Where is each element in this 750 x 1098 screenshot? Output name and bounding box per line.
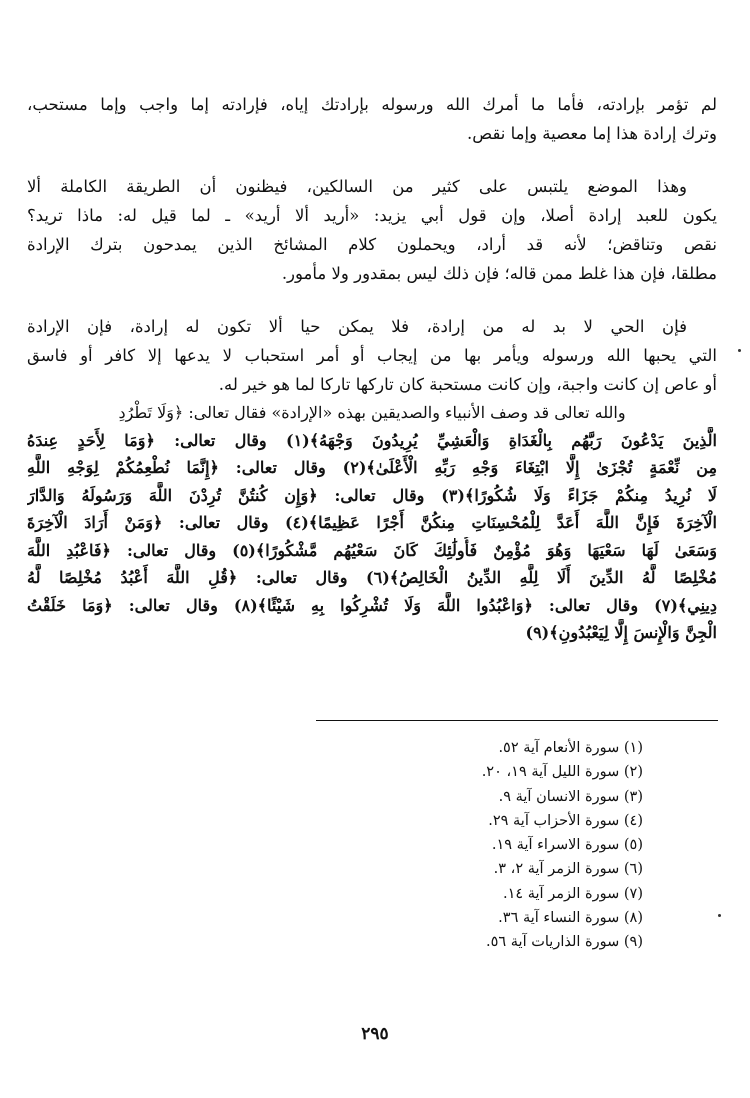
paragraph-3 (27, 312, 717, 399)
quran-line: وَسَعَىٰ لَهَا سَعْيَهَا وَهُوَ مُؤْمِنٌ فَأُولَٰئِكَ كَانَ سَعْيُهُم مَّشْكُورًا﴾(٥) وقال تعالى: ﴿فَاعْبُدِ اللَّهَ (27, 540, 717, 560)
text-line: لم تؤمر بإرادته، فأما ما أمرك الله ورسوله بإرادتك إياه، فإرادته إما واجب وإما مستحب، (27, 95, 717, 114)
quran-line: الَّذِينَ يَدْعُونَ رَبَّهُم بِالْغَدَاةِ وَالْعَشِيِّ يُرِيدُونَ وَجْهَهُ﴾(١) وقال تعالى: ﴿وَمَا لِأَحَدٍ عِندَهُ (27, 430, 717, 450)
footnote: (٩) سورة الذاريات آية ٥٦. (485, 934, 643, 951)
text-line: فإن الحي لا بد له من إرادة، فلا يمكن حيا ألا تكون له إرادة، فإن الإرادة (27, 317, 687, 336)
footnote: (٣) سورة الانسان آية ٩. (498, 788, 643, 805)
footnote: (٥) سورة الاسراء آية ١٩. (491, 837, 643, 854)
footnote: (٨) سورة النساء آية ٣٦. (498, 910, 643, 927)
quran-line: دِينِي﴾(٧) وقال تعالى: ﴿وَاعْبُدُوا اللَّهَ وَلَا تُشْرِكُوا بِهِ شَيْئًا﴾(٨) وقال تعالى: ﴿وَمَا خَلَقْتُ (27, 595, 717, 615)
paragraph-2 (27, 172, 717, 288)
quran-line: مِن نِّعْمَةٍ تُجْزَىٰ إِلَّا ابْتِغَاءَ وَجْهِ رَبِّهِ الْأَعْلَىٰ﴾(٢) وقال تعالى: ﴿إِنَّمَا نُطْعِمُكُمْ لِوَجْهِ اللَّهِ (27, 458, 717, 477)
text-line: مطلقا، فإن هذا غلط ممن قاله؛ فإن ذلك ليس بمقدور ولا مأمور. (281, 264, 717, 283)
paragraph-4 (27, 399, 717, 647)
scan-speck (718, 914, 721, 917)
text-line: نقص وتناقض؛ لأنه قد أراد، ويحملون كلام المشائخ الذين يمدحون بترك الإرادة (27, 235, 717, 254)
text-line: التي يحبها الله ورسوله ويأمر بها من إيجاب أو أمر استحباب لا يدعها إلا كافر أو فاسق (27, 346, 717, 365)
footnote: (٦) سورة الزمر آية ٢، ٣. (493, 861, 643, 878)
quran-line: لَا نُرِيدُ مِنكُمْ جَزَاءً وَلَا شُكُورًا﴾(٣) وقال تعالى: ﴿وَإِن كُنتُنَّ تُرِدْنَ اللَّهَ وَرَسُولَهُ وَالدَّارَ (27, 485, 717, 505)
quran-line: مُخْلِصًا لَّهُ الدِّينَ أَلَا لِلَّهِ الدِّينُ الْخَالِصُ﴾(٦) وقال تعالى: ﴿قُلِ اللَّهَ أَعْبُدُ مُخْلِصًا لَّهُ (27, 568, 717, 587)
footnote: (٢) سورة الليل آية ١٩، ٢٠. (481, 764, 643, 781)
footnote-divider (316, 720, 718, 721)
page-number: ٢٩٥ (361, 1024, 389, 1044)
footnote: (٤) سورة الأحزاب آية ٢٩. (488, 812, 643, 829)
text-line: يكون للعبد إرادة أصلا، وإن قول أبي يزيد: «أريد ألا أريد» ـ لما قيل له: ماذا تريد؟ (27, 206, 717, 225)
scan-speck (738, 349, 741, 352)
paragraph-1 (27, 90, 717, 148)
text-line: وترك إرادة هذا إما معصية وإما نقص. (466, 124, 717, 143)
text-line: وهذا الموضع يلتبس على كثير من السالكين، فيظنون أن الطريقة الكاملة ألا (27, 177, 687, 196)
quran-line: الْآخِرَةَ فَإِنَّ اللَّهَ أَعَدَّ لِلْمُحْسِنَاتِ مِنكُنَّ أَجْرًا عَظِيمًا﴾(٤) وقال تعالى: ﴿وَمَنْ أَرَادَ الْآخِرَةَ (27, 513, 717, 532)
text-line: والله تعالى قد وصف الأنبياء والصديقين بهذه «الإرادة» فقال تعالى: ﴿وَلَا تَطْرُدِ (118, 403, 626, 422)
footnotes (482, 736, 643, 955)
quran-line: الْجِنَّ وَالْإِنسَ إِلَّا لِيَعْبُدُونِ﴾(٩) (525, 623, 717, 642)
text-line: أو عاص إن كانت واجبة، وإن كانت مستحبة كان تاركها تاركا لما هو خير له. (218, 375, 717, 394)
footnote: (٧) سورة الزمر آية ١٤. (502, 885, 643, 902)
footnote: (١) سورة الأنعام آية ٥٢. (498, 740, 643, 756)
